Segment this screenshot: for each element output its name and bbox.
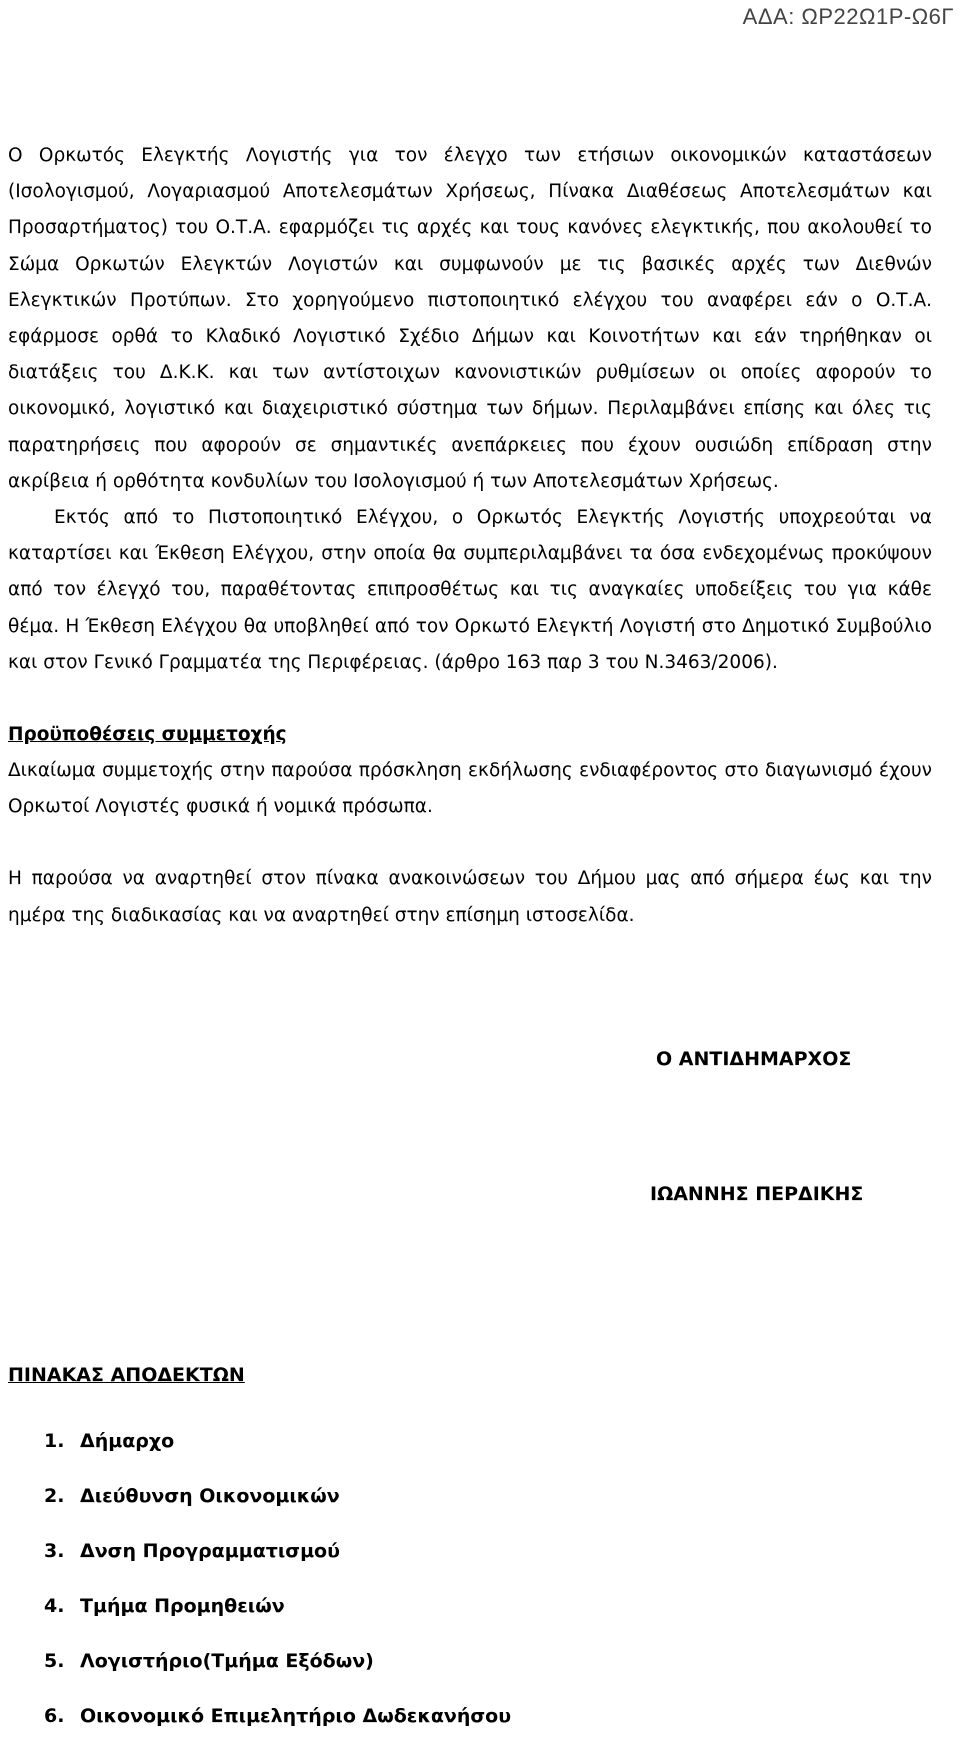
recipient-item — [44, 1483, 511, 1538]
recipient-text: Τμήμα Προμηθειών — [80, 1595, 285, 1617]
document-body — [8, 138, 932, 934]
recipients-list — [44, 1428, 511, 1758]
recipient-text: Δήμαρχο — [80, 1430, 175, 1452]
recipient-number: 6. — [44, 1705, 65, 1727]
spacer — [8, 825, 932, 861]
recipient-number: 3. — [44, 1540, 65, 1562]
recipient-text: Οικονομικό Επιμελητήριο Δωδεκανήσου — [80, 1705, 512, 1727]
recipient-number: 1. — [44, 1430, 65, 1452]
recipients-title: ΠΙΝΑΚΑΣ ΑΠΟΔΕΚΤΩΝ — [8, 1364, 245, 1386]
spacer — [8, 681, 932, 717]
signature-title: Ο ΑΝΤΙΔΗΜΑΡΧΟΣ — [656, 1048, 852, 1070]
paragraph-participation: Δικαίωμα συμμετοχής στην παρούσα πρόσκληση εκδήλωσης ενδιαφέροντος στο διαγωνισμό έχουν Ορκωτοί Λογιστές φυσικά ή νομικά πρόσωπα. — [8, 760, 932, 818]
recipient-number: 2. — [44, 1485, 65, 1507]
recipient-item — [44, 1593, 511, 1648]
recipient-item — [44, 1428, 511, 1483]
paragraph-auditor-duties: Ο Ορκωτός Ελεγκτής Λογιστής για τον έλεγχο των ετήσιων οικονομικών καταστάσεων (Ισολογισμού, Λογαριασμού Αποτελεσμάτων Χρήσεως, Πίνακα Διαθέσεως Αποτελεσμάτων και Προσαρτήματος) του Ο.Τ.Α. εφαρμόζει τις αρχές και τους κανόνες ελεγκτικής, που ακολουθεί το Σώμα Ορκωτών Ελεγκτών Λογιστών και συμφωνούν με τις βασικές αρχές των Διεθνών Ελεγκτικών Προτύπων. Στο χορηγούμενο πιστοποιητικό ελέγχου του αναφέρει εάν ο Ο.Τ.Α. εφάρμοσε ορθά το Κλαδικό Λογιστικό Σχέδιο Δήμων και Κοινοτήτων και εάν τηρήθηκαν οι διατάξεις του Δ.Κ.Κ. και των αντίστοιχων κανονιστικών ρυθμίσεων οι οποίες αφορούν το οικονομικό, λογιστικό και διαχειριστικό σύστημα των δήμων. Περιλαμβάνει επίσης και όλες τις παρατηρήσεις που αφορούν σε σημαντικές ανεπάρκειες που έχουν ουσιώδη επίδραση στην ακρίβεια ή ορθότητα κονδυλίων του Ισολογισμού ή των Αποτελεσμάτων Χρήσεως. — [8, 145, 932, 492]
recipient-item — [44, 1648, 511, 1703]
recipient-text: Δνση Προγραμματισμού — [80, 1540, 340, 1562]
paragraph-audit-report: Εκτός από το Πιστοποιητικό Ελέγχου, ο Ορκωτός Ελεγκτής Λογιστής υποχρεούται να καταρτίσει και Έκθεση Ελέγχου, στην οποία θα συμπεριλαμβάνει τα όσα ενδεχομένως προκύψουν από τον έλεγχό του, παραθέτοντας επιπροσθέτως και τις αναγκαίες υποδείξεις του για κάθε θέμα. Η Έκθεση Ελέγχου θα υποβληθεί από τον Ορκωτό Ελεγκτή Λογιστή στο Δημοτικό Συμβούλιο και στον Γενικό Γραμματέα της Περιφέρειας. (άρθρο 163 παρ 3 του Ν.3463/2006). — [8, 507, 932, 673]
recipient-number: 5. — [44, 1650, 65, 1672]
recipient-item — [44, 1538, 511, 1593]
paragraph-posting: Η παρούσα να αναρτηθεί στον πίνακα ανακοινώσεων του Δήμου μας από σήμερα έως και την ημέρα της διαδικασίας και να αναρτηθεί στην επίσημη ιστοσελίδα. — [8, 868, 932, 926]
heading-conditions: Προϋποθέσεις συμμετοχής — [8, 724, 287, 746]
recipient-text: Λογιστήριο(Τμήμα Εξόδων) — [80, 1650, 374, 1672]
recipient-number: 4. — [44, 1595, 65, 1617]
recipient-item — [44, 1703, 511, 1758]
ada-code: ΑΔΑ: ΩΡ22Ω1Ρ-Ω6Γ — [742, 4, 954, 29]
recipient-text: Διεύθυνση Οικονομικών — [80, 1485, 340, 1507]
signature-name: ΙΩΑΝΝΗΣ ΠΕΡΔΙΚΗΣ — [650, 1183, 864, 1205]
